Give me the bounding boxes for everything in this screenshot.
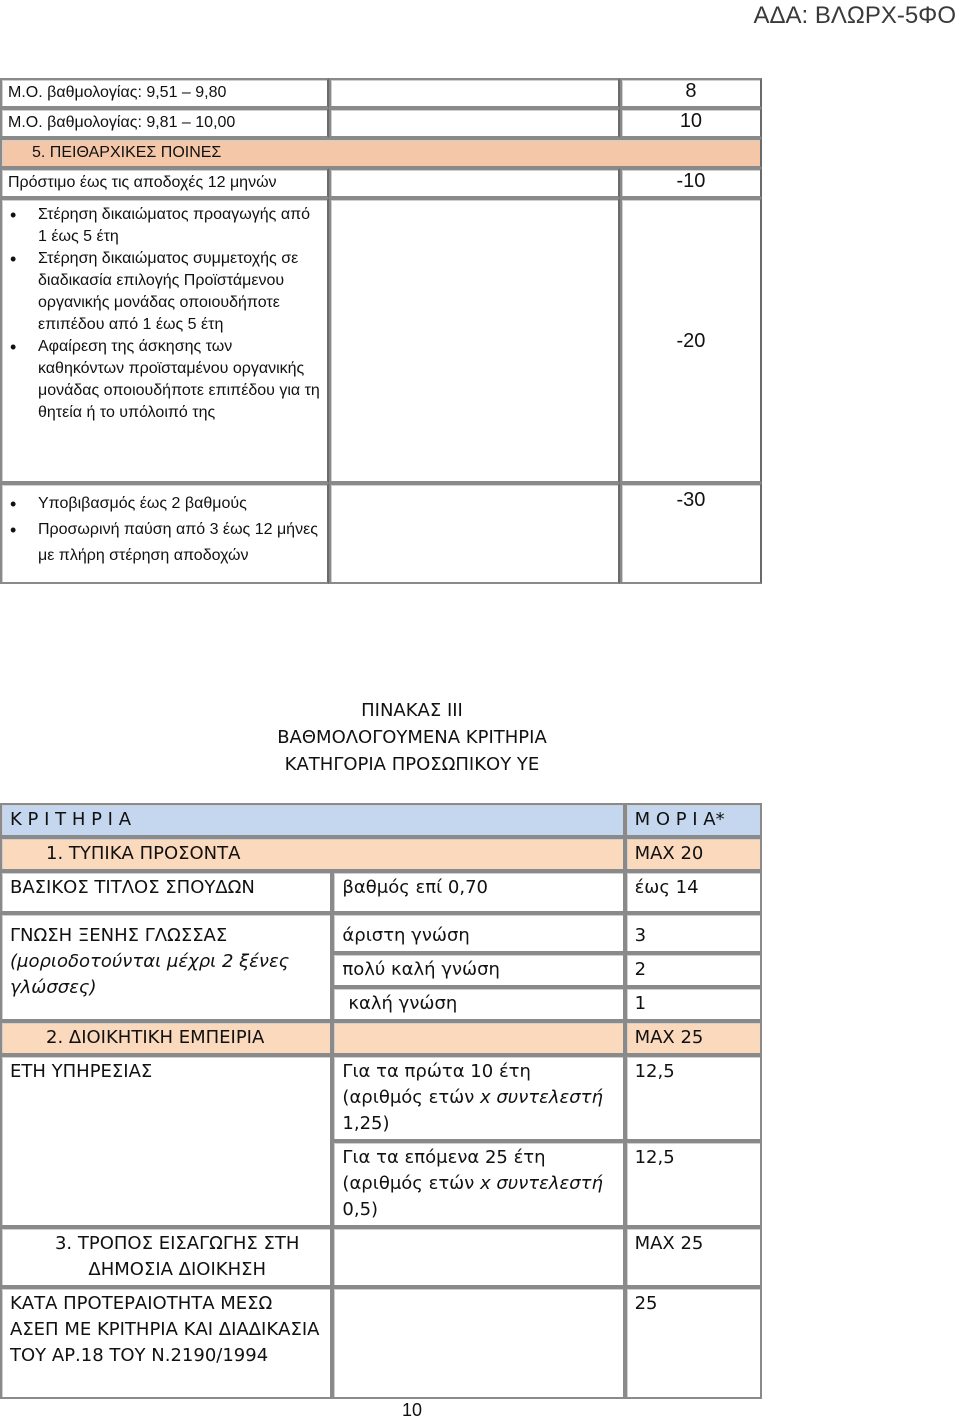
list-item: • Αφαίρεση της άσκησης των καθηκόντων προϊσταμένου οργανικής μονάδας οποιουδήποτε επιπέδου για τη θητεία ή το υπόλοιπό της xyxy=(8,336,321,424)
years-first: Για τα πρώτα 10 έτη (αριθμός ετών x συντελεστή 1,25) xyxy=(332,1055,624,1141)
lang-level-2-points: 2 xyxy=(625,953,762,987)
heading-line-3: ΚΑΤΗΓΟΡΙΑ ΠΡΟΣΩΠΙΚΟΥ ΥΕ xyxy=(284,754,540,775)
section-2-max: ΜΑΧ 25 xyxy=(625,1021,762,1055)
section-5-title: 5. ΠΕΙΘΑΡΧΙΚΕΣ ΠΟΙΝΕΣ xyxy=(0,138,762,168)
list-item: • Στέρηση δικαιώματος συμμετοχής σε διαδικασία επιλογής Προϊστάμενου οργανικής μονάδας οποιουδήποτε επιπέδου από 1 έως 5 έτη xyxy=(8,248,321,336)
header-criteria: Κ Ρ Ι Τ Η Ρ Ι Α xyxy=(0,803,625,837)
heading-line-1: ΠΙΝΑΚΑΣ ΙΙΙ xyxy=(361,700,463,721)
avg-range-1-points: 8 xyxy=(620,78,762,108)
criteria-table xyxy=(0,803,762,1399)
penalty-group-20 xyxy=(0,198,329,483)
section-1-title: 1. ΤΥΠΙΚΑ ΠΡΟΣΟΝΤΑ xyxy=(0,837,625,871)
ada-code: ΑΔΑ: ΒΛΩΡΧ-5ΦΟ xyxy=(753,2,956,29)
avg-range-2: Μ.Ο. βαθμολογίας: 9,81 – 10,00 xyxy=(0,108,329,138)
penalty-group-30 xyxy=(0,483,329,584)
list-item: • Προσωρινή παύση από 3 έως 12 μήνες με πλήρη στέρηση αποδοχών xyxy=(8,517,321,569)
lang-level-2: πολύ καλή γνώση xyxy=(332,953,624,987)
heading-line-2: ΒΑΘΜΟΛΟΓΟΥΜΕΝΑ ΚΡΙΤΗΡΙΑ xyxy=(277,727,547,748)
lang-level-1-points: 3 xyxy=(625,913,762,953)
degree-points: έως 14 xyxy=(625,871,762,913)
fine-label: Πρόστιμο έως τις αποδοχές 12 μηνών xyxy=(0,168,329,198)
years-next: Για τα επόμενα 25 έτη (αριθμός ετών x συντελεστή 0,5) xyxy=(332,1141,624,1227)
avg-range-1: Μ.Ο. βαθμολογίας: 9,51 – 9,80 xyxy=(0,78,329,108)
avg-range-2-points: 10 xyxy=(620,108,762,138)
asep-points: 25 xyxy=(625,1287,762,1399)
penalty-group-20-points: -20 xyxy=(620,198,762,483)
list-item: • Υποβιβασμός έως 2 βαθμούς xyxy=(8,491,321,517)
lang-level-1: άριστη γνώση xyxy=(332,913,624,953)
penalty-group-30-points: -30 xyxy=(620,483,762,584)
lang-level-3-points: 1 xyxy=(625,987,762,1021)
page-number: 10 xyxy=(401,1400,423,1420)
section-3-max: ΜΑΧ 25 xyxy=(625,1227,762,1287)
header-points: Μ Ο Ρ Ι Α* xyxy=(625,803,762,837)
degree-rule: βαθμός επί 0,70 xyxy=(332,871,624,913)
section-3-title: 3. ΤΡΟΠΟΣ ΕΙΣΑΓΩΓΗΣ ΣΤΗ ΔΗΜΟΣΙΑ ΔΙΟΙΚΗΣΗ xyxy=(0,1227,332,1287)
years-next-points: 12,5 xyxy=(625,1141,762,1227)
table-heading xyxy=(0,697,824,778)
section-1-max: ΜΑΧ 20 xyxy=(625,837,762,871)
section-2-title: 2. ΔΙΟΙΚΗΤΙΚΗ ΕΜΠΕΙΡΙΑ xyxy=(0,1021,332,1055)
degree-label: ΒΑΣΙΚΟΣ ΤΙΤΛΟΣ ΣΠΟΥΔΩΝ xyxy=(0,871,332,913)
asep-label: ΚΑΤΑ ΠΡΟΤΕΡΑΙΟΤΗΤΑ ΜΕΣΩ ΑΣΕΠ ΜΕ ΚΡΙΤΗΡΙΑ ΚΑΙ ΔΙΑΔΙΚΑΣΙΑ ΤΟΥ ΑΡ.18 ΤΟΥ Ν.2190/1994 xyxy=(0,1287,332,1399)
fine-points: -10 xyxy=(620,168,762,198)
language-label: ΓΝΩΣΗ ΞΕΝΗΣ ΓΛΩΣΣΑΣ (μοριοδοτούνται μέχρι 2 ξένες γλώσσες) xyxy=(0,913,332,1021)
penalties-table xyxy=(0,78,762,584)
list-item: • Στέρηση δικαιώματος προαγωγής από 1 έως 5 έτη xyxy=(8,204,321,248)
years-first-points: 12,5 xyxy=(625,1055,762,1141)
years-label: ΕΤΗ ΥΠΗΡΕΣΙΑΣ xyxy=(0,1055,332,1227)
lang-level-3: καλή γνώση xyxy=(332,987,624,1021)
